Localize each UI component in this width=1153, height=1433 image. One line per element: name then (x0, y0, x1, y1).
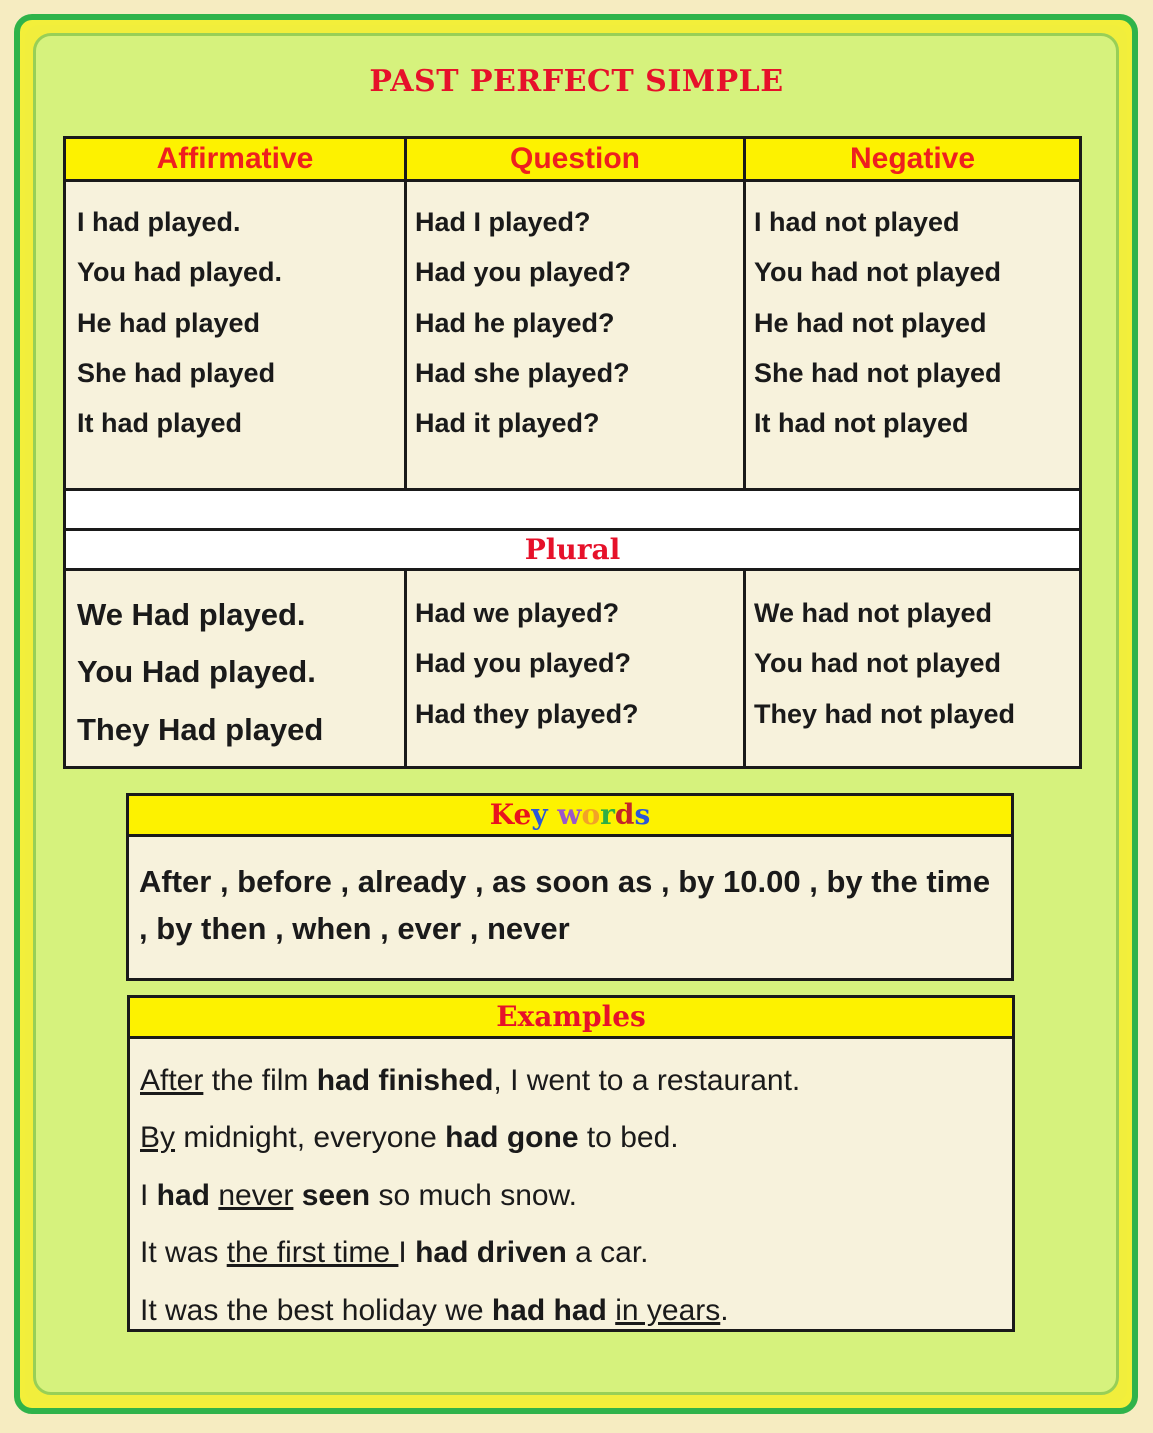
row-divider (66, 568, 1079, 571)
verb: seen (301, 1179, 371, 1212)
keyword: in years (615, 1294, 721, 1327)
question-cell: Had she played? (415, 358, 630, 388)
key-words-text: After , before , already , as soon as , by 10.00 , by the time , by then , when , ever , never (139, 864, 991, 946)
page-title: PAST PERFECT SIMPLE (369, 64, 784, 99)
affirmative-cell: You had played. (77, 257, 283, 287)
key-words-title-letter: K (489, 798, 514, 831)
keyword: the first time (226, 1236, 399, 1269)
example-sentence: By midnight, everyone had gone to bed. (140, 1121, 679, 1154)
column-divider (743, 571, 746, 769)
header-question: Question (407, 139, 743, 179)
plural-question-cell: Had you played? (415, 648, 632, 678)
verb: had had (491, 1294, 607, 1327)
example-sentence: After the film had finished, I went to a restaurant. (140, 1064, 801, 1097)
plural-affirmative-cell: We Had played. (77, 597, 306, 632)
header-affirmative: Affirmative (66, 139, 404, 179)
column-divider (404, 139, 407, 490)
key-words-title-letter: e (513, 798, 532, 831)
examples-box (127, 995, 1015, 1332)
key-words-title-letter (548, 798, 558, 831)
key-words-title-letter: y (531, 798, 548, 831)
plural-question-cell: Had we played? (415, 598, 620, 628)
column-divider (743, 139, 746, 490)
key-words-title-letter: s (634, 798, 651, 831)
negative-cell: You had not played (754, 257, 1002, 287)
example-sentence: I had never seen so much snow. (140, 1179, 577, 1212)
negative-cell: I had not played (754, 207, 960, 237)
plural-negative-cell: We had not played (754, 598, 993, 628)
key-words-title-letter: o (581, 798, 601, 831)
verb: had driven (415, 1236, 567, 1269)
keyword: never (218, 1179, 294, 1212)
affirmative-cell: It had played (77, 408, 243, 438)
plural-negative-cell: They had not played (754, 699, 1016, 729)
header-divider (66, 179, 1079, 182)
question-cell: Had he played? (415, 308, 615, 338)
keyword: By (140, 1121, 176, 1154)
plural-question-cell: Had they played? (415, 699, 639, 729)
example-sentence: It was the first time I had driven a car. (140, 1236, 649, 1269)
key-words-title-letter: r (600, 798, 615, 831)
question-cell: Had it played? (415, 408, 600, 438)
spacer-band (66, 491, 1079, 528)
plural-negative-cell: You had not played (754, 648, 1002, 678)
examples-title: Examples (130, 998, 1012, 1039)
header-negative: Negative (746, 139, 1079, 179)
plural-affirmative-cell: You Had played. (77, 654, 316, 689)
example-sentence: It was the best holiday we had had in years. (140, 1294, 729, 1327)
affirmative-cell: He had played (77, 308, 261, 338)
key-words-title (129, 796, 1011, 837)
negative-cell: He had not played (754, 308, 987, 338)
negative-cell: It had not played (754, 408, 969, 438)
negative-cell: She had not played (754, 358, 1002, 388)
key-words-box (126, 793, 1014, 981)
question-cell: Had I played? (415, 207, 591, 237)
verb: had gone (445, 1121, 579, 1154)
verb: had finished (316, 1064, 494, 1097)
affirmative-cell: I had played. (77, 207, 241, 237)
key-words-title-letter: d (614, 798, 635, 831)
column-divider (404, 571, 407, 769)
keyword: After (140, 1064, 204, 1097)
plural-affirmative-cell: They Had played (77, 712, 324, 747)
conjugation-table (63, 136, 1082, 769)
verb: had (156, 1179, 211, 1212)
plural-label: Plural (524, 533, 621, 566)
affirmative-cell: She had played (77, 358, 276, 388)
key-words-title-letter: w (557, 798, 582, 831)
question-cell: Had you played? (415, 257, 632, 287)
